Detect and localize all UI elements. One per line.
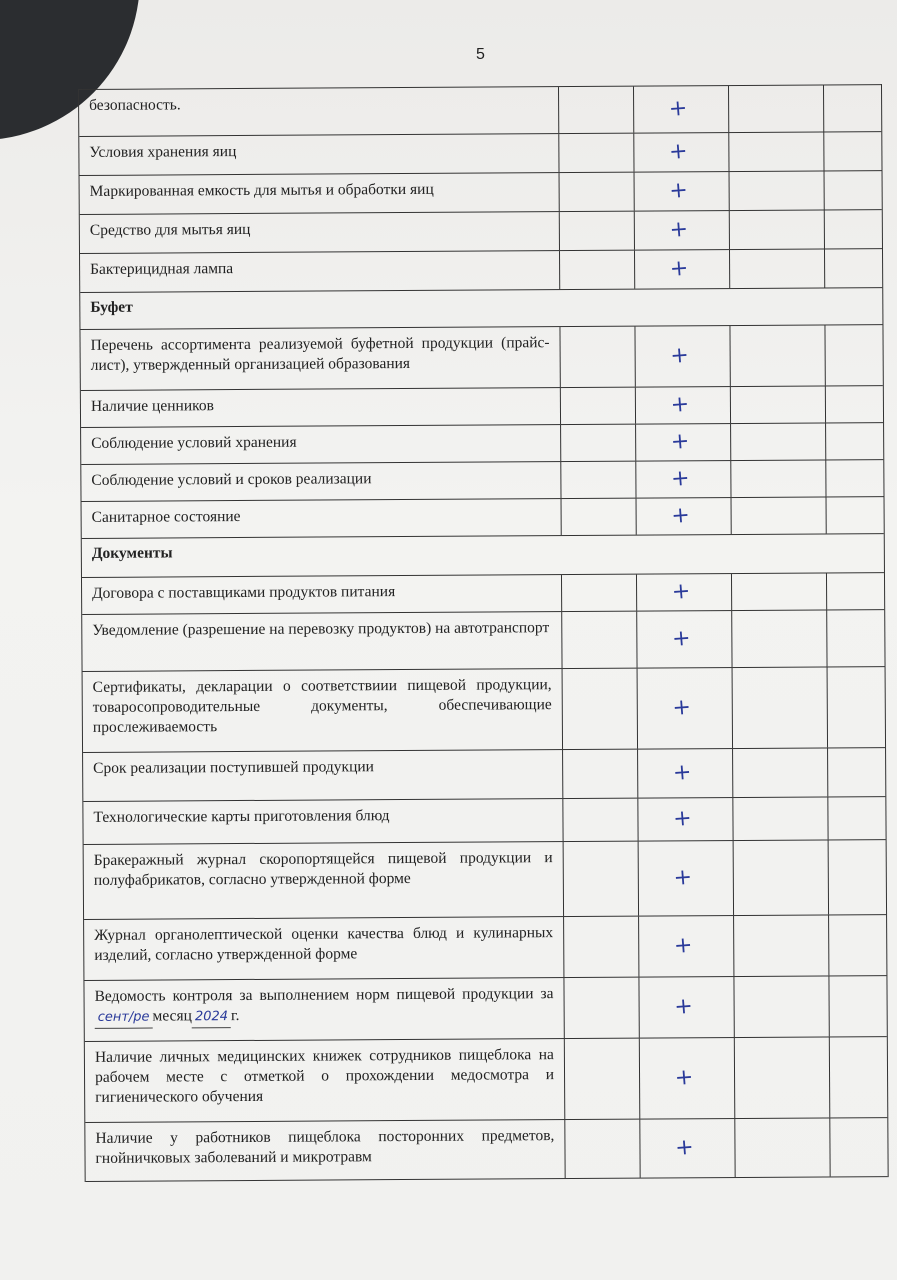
table-row <box>83 667 885 753</box>
column-cell <box>635 211 730 250</box>
item-text: Сертификаты, декларации о соответствиии пищевой продукции, товаросопроводительные документы, обеспечивающие прослеживаемость <box>83 669 563 752</box>
column-cell <box>829 915 886 975</box>
item-text: безопасность. <box>79 87 559 136</box>
column-cell <box>828 667 885 747</box>
form-text-before: Ведомость контроля за выполнением норм пищевой продукции за <box>94 985 554 1005</box>
table-row <box>80 325 882 391</box>
column-cell <box>634 86 729 133</box>
table-row <box>85 1037 887 1123</box>
item-text: Условия хранения яиц <box>79 134 559 175</box>
column-cell <box>733 797 828 840</box>
column-cell <box>828 748 885 796</box>
column-cell <box>638 668 733 749</box>
item-text: Соблюдение условий хранения <box>81 425 561 464</box>
item-text: Срок реализации поступившей продукции <box>83 750 563 801</box>
handwritten-mark: + <box>674 1134 695 1161</box>
section-title: Документы <box>91 544 173 562</box>
handwritten-mark: + <box>669 391 691 418</box>
column-cell <box>827 497 884 533</box>
column-cell <box>730 210 825 249</box>
handwritten-mark: + <box>668 138 689 165</box>
column-cell <box>563 750 638 798</box>
column-cell <box>825 171 882 209</box>
column-cell <box>563 799 638 841</box>
handwritten-mark: + <box>670 578 692 605</box>
column-cell <box>635 326 730 387</box>
column-cell <box>559 134 634 172</box>
table-row <box>84 840 886 920</box>
item-text: Уведомление (разрешение на перевозку продуктов) на автотранспорт <box>82 612 562 671</box>
handwritten-month: сент/ре <box>95 1008 153 1029</box>
column-cell <box>564 978 639 1038</box>
column-cell <box>561 388 636 424</box>
handwritten-mark: + <box>668 216 689 243</box>
column-cell <box>731 460 826 497</box>
item-text: Наличие личных медицинских книжек сотрудников пищеблока на рабочем месте с отметкой о прохождении медосмотра и гигиенического обучения <box>85 1039 565 1122</box>
form-text-middle: месяц <box>152 1007 192 1025</box>
column-cell <box>639 977 734 1038</box>
table-row <box>81 423 883 465</box>
item-text: Средство для мытья яиц <box>80 212 560 253</box>
column-cell <box>560 212 635 250</box>
handwritten-mark: + <box>672 864 693 891</box>
column-cell <box>734 976 829 1037</box>
column-cell <box>560 173 635 211</box>
table-row <box>80 171 882 215</box>
column-cell <box>734 915 829 976</box>
checklist-table <box>78 84 889 1182</box>
column-cell <box>729 85 824 132</box>
column-cell <box>637 574 732 611</box>
table-row <box>82 573 884 615</box>
column-cell <box>824 132 881 170</box>
column-cell <box>636 387 731 424</box>
column-cell <box>561 462 636 498</box>
column-cell <box>732 497 827 534</box>
column-cell <box>830 1118 887 1176</box>
column-cell <box>638 798 733 841</box>
table-row <box>79 85 881 137</box>
table-row <box>85 1118 887 1182</box>
column-cell <box>637 611 732 668</box>
column-cell <box>734 840 829 915</box>
table-row <box>83 797 885 845</box>
item-text: Договора с поставщиками продуктов питания <box>82 575 562 614</box>
column-cell <box>562 499 637 535</box>
handwritten-mark: + <box>667 95 689 122</box>
handwritten-mark: + <box>673 1064 695 1091</box>
table-row <box>83 748 885 802</box>
column-cell <box>826 460 883 496</box>
column-cell <box>636 424 731 461</box>
handwritten-mark: + <box>672 805 693 832</box>
column-cell <box>731 423 826 460</box>
handwritten-year: 2024 <box>192 1007 231 1028</box>
column-cell <box>825 249 882 287</box>
column-cell <box>829 976 886 1036</box>
column-cell <box>827 573 884 609</box>
column-cell <box>731 386 826 423</box>
column-cell <box>636 461 731 498</box>
handwritten-mark: + <box>669 342 690 369</box>
page-number: 5 <box>476 46 485 63</box>
column-cell <box>733 748 828 797</box>
column-cell <box>639 916 734 977</box>
handwritten-mark: + <box>672 759 693 786</box>
column-cell <box>563 669 638 749</box>
column-cell <box>635 172 730 211</box>
column-cell <box>564 842 639 916</box>
table-row <box>79 132 881 176</box>
column-cell <box>559 87 634 133</box>
column-cell <box>561 425 636 461</box>
handwritten-mark: + <box>668 177 689 204</box>
handwritten-mark: + <box>671 694 692 721</box>
column-cell <box>562 575 637 611</box>
item-text: Соблюдение условий и сроков реализации <box>81 462 561 501</box>
table-row <box>80 210 882 254</box>
item-text: Наличие ценников <box>81 388 561 427</box>
item-text: Наличие у работников пищеблока посторонних предметов, гнойничковых заболеваний и микротравм <box>85 1120 565 1181</box>
item-text: Бракеражный журнал скоропортящейся пищевой продукции и полуфабрикатов, согласно утвержденной форме <box>84 842 564 919</box>
column-cell <box>730 171 825 210</box>
table-row <box>84 976 886 1042</box>
item-text: Санитарное состояние <box>82 499 562 538</box>
column-cell <box>733 667 828 748</box>
column-cell <box>829 840 886 914</box>
handwritten-mark: + <box>669 428 691 455</box>
handwritten-mark: + <box>671 625 692 652</box>
item-text <box>84 978 564 1041</box>
table-row <box>84 915 886 981</box>
item-text: Технологические карты приготовления блюд <box>83 799 563 844</box>
section-row <box>82 534 884 578</box>
column-cell <box>732 573 827 610</box>
column-cell <box>635 250 730 289</box>
column-cell <box>560 327 635 387</box>
column-cell <box>562 612 637 668</box>
column-cell <box>640 1119 735 1178</box>
section-title: Буфет <box>90 298 133 316</box>
item-text: Журнал органолептической оценки качества блюд и кулинарных изделий, согласно утвержденной форме <box>84 917 564 980</box>
column-cell <box>565 1039 640 1119</box>
column-cell <box>826 423 883 459</box>
column-cell <box>735 1118 830 1177</box>
column-cell <box>565 1120 640 1178</box>
form-text-after: г. <box>230 1007 240 1025</box>
handwritten-mark: + <box>673 932 694 959</box>
column-cell <box>640 1038 735 1119</box>
column-cell <box>825 210 882 248</box>
column-cell <box>634 133 729 172</box>
column-cell <box>638 749 733 798</box>
table-row <box>81 460 883 502</box>
column-cell <box>729 132 824 171</box>
column-cell <box>639 841 734 916</box>
item-text: Маркированная емкость для мытья и обработки яиц <box>80 173 560 214</box>
column-cell <box>637 498 732 535</box>
table-row <box>81 386 883 428</box>
handwritten-mark: + <box>673 993 694 1020</box>
column-cell <box>564 917 639 977</box>
handwritten-mark: + <box>670 502 691 529</box>
item-text: Перечень ассортимента реализуемой буфетной продукции (прайс-лист), утвержденный организацией образования <box>80 327 560 390</box>
column-cell <box>730 249 825 288</box>
table-row <box>82 610 884 672</box>
column-cell <box>824 85 881 131</box>
column-cell <box>827 610 884 666</box>
table-row <box>80 249 882 293</box>
column-cell <box>730 325 825 386</box>
item-text: Бактерицидная лампа <box>80 251 560 292</box>
column-cell <box>732 610 827 667</box>
column-cell <box>830 1037 887 1117</box>
column-cell <box>825 325 882 385</box>
handwritten-mark: + <box>668 255 690 282</box>
column-cell <box>828 797 885 839</box>
column-cell <box>735 1037 830 1118</box>
table-row <box>82 497 884 539</box>
handwritten-mark: + <box>670 465 691 492</box>
section-row <box>80 288 882 330</box>
column-cell <box>826 386 883 422</box>
column-cell <box>560 251 635 289</box>
